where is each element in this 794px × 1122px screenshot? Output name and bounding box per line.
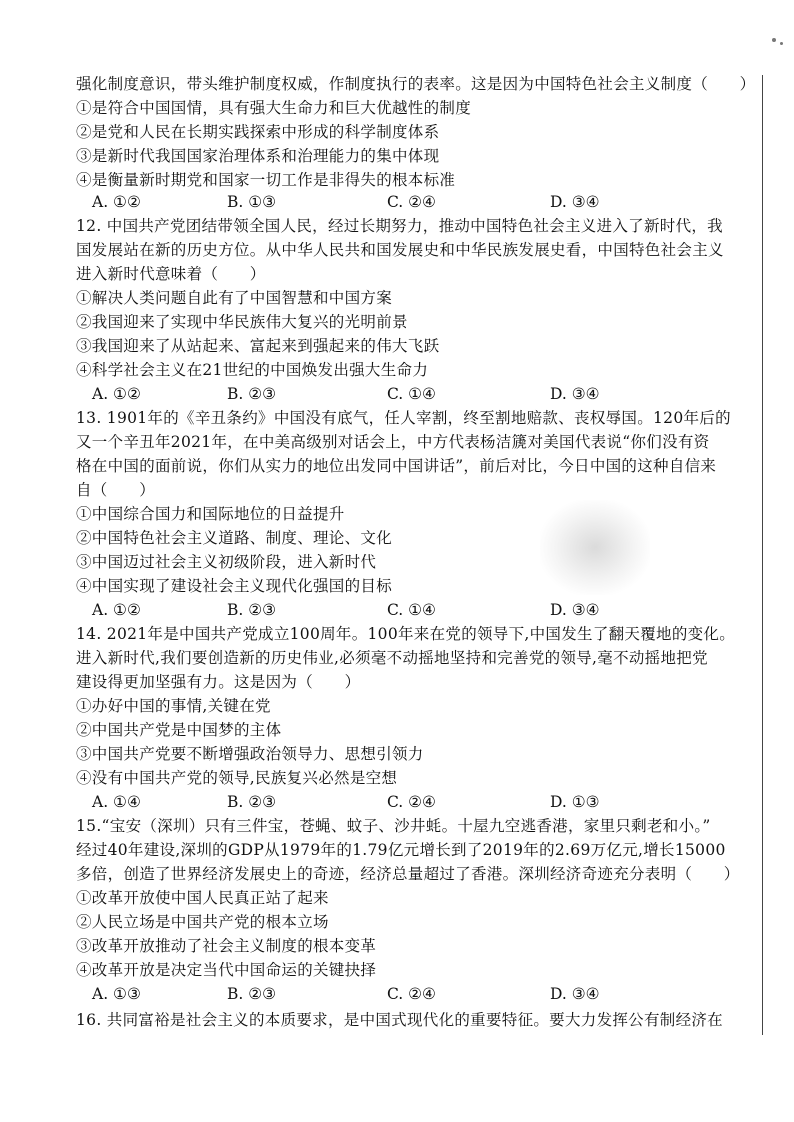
q12-stem-line: 12. 中国共产党团结带领全国人民，经过长期努力，推动中国特色社会主义进入了新时代，我 xyxy=(76,217,723,235)
option-b[interactable]: B. ①③ xyxy=(227,193,277,211)
option-c[interactable]: C. ②④ xyxy=(387,985,436,1003)
option-d[interactable]: D. ③④ xyxy=(550,985,600,1003)
q16-stem-line: 16. 共同富裕是社会主义的本质要求，是中国式现代化的重要特征。要大力发挥公有制经济在 xyxy=(76,1011,723,1029)
option-d[interactable]: D. ①③ xyxy=(550,793,600,811)
q13-stem-line: 自（ ） xyxy=(76,481,156,499)
scan-speck xyxy=(780,42,783,45)
q11-item-3: ③是新时代我国国家治理体系和治理能力的集中体现 xyxy=(76,147,440,165)
q11-item-1: ①是符合中国国情，具有强大生命力和巨大优越性的制度 xyxy=(76,99,472,117)
q12-item-2: ②我国迎来了实现中华民族伟大复兴的光明前景 xyxy=(76,313,408,331)
q13-item-3: ③中国迈过社会主义初级阶段，进入新时代 xyxy=(76,553,377,571)
option-a[interactable]: A. ①② xyxy=(92,601,141,619)
q13-stem-line: 又一个辛丑年2021年，在中美高级别对话会上，中方代表杨洁篪对美国代表说“你们没有资 xyxy=(76,433,710,451)
option-a[interactable]: A. ①② xyxy=(92,193,141,211)
q15-options xyxy=(92,984,692,1004)
option-c[interactable]: C. ①④ xyxy=(387,601,436,619)
scan-smudge xyxy=(540,500,650,595)
option-b[interactable]: B. ②③ xyxy=(227,793,277,811)
q15-stem-line: 多倍，创造了世界经济发展史上的奇迹，经济总量超过了香港。深圳经济奇迹充分表明（ ） xyxy=(76,865,740,883)
q14-stem-line: 建设得更加坚强有力。这是因为（ ） xyxy=(76,673,361,691)
option-d[interactable]: D. ③④ xyxy=(550,601,600,619)
q15-item-3: ③改革开放推动了社会主义制度的根本变革 xyxy=(76,937,377,955)
q14-item-3: ③中国共产党要不断增强政治领导力、思想引领力 xyxy=(76,745,424,763)
q13-item-2: ②中国特色社会主义道路、制度、理论、文化 xyxy=(76,529,393,547)
q12-stem-line: 进入新时代意味着（ ） xyxy=(76,265,266,283)
q14-options xyxy=(92,792,692,812)
option-b[interactable]: B. ②③ xyxy=(227,601,277,619)
option-c[interactable]: C. ①④ xyxy=(387,385,436,403)
q13-item-1: ①中国综合国力和国际地位的日益提升 xyxy=(76,505,345,523)
q13-item-4: ④中国实现了建设社会主义现代化强国的目标 xyxy=(76,577,393,595)
q14-stem-line: 14. 2021年是中国共产党成立100周年。100年来在党的领导下,中国发生了翻天覆地的变化。 xyxy=(76,625,736,643)
q13-stem-line: 13. 1901年的《辛丑条约》中国没有底气，任人宰割，终至割地赔款、丧权辱国。120年后的 xyxy=(76,409,731,427)
q11-item-2: ②是党和人民在长期实践探索中形成的科学制度体系 xyxy=(76,123,440,141)
q15-item-4: ④改革开放是决定当代中国命运的关键抉择 xyxy=(76,961,377,979)
q11-stem-line: 强化制度意识，带头维护制度权威，作制度执行的表率。这是因为中国特色社会主义制度（ ） xyxy=(76,75,756,93)
option-c[interactable]: C. ②④ xyxy=(387,793,436,811)
q13-options xyxy=(92,600,692,620)
q15-item-2: ②人民立场是中国共产党的根本立场 xyxy=(76,913,329,931)
q11-options xyxy=(92,192,692,212)
option-d[interactable]: D. ③④ xyxy=(550,193,600,211)
q12-options xyxy=(92,384,692,404)
q12-stem-line: 国发展站在新的历史方位。从中华人民共和国发展史和中华民族发展史看，中国特色社会主义 xyxy=(76,241,724,259)
q14-item-2: ②中国共产党是中国梦的主体 xyxy=(76,721,282,739)
q14-item-1: ①办好中国的事情,关键在党 xyxy=(76,697,271,715)
q12-item-1: ①解决人类问题自此有了中国智慧和中国方案 xyxy=(76,289,393,307)
q14-item-4: ④没有中国共产党的领导,民族复兴必然是空想 xyxy=(76,769,398,787)
q15-item-1: ①改革开放使中国人民真正站了起来 xyxy=(76,889,329,907)
q12-item-4: ④科学社会主义在21世纪的中国焕发出强大生命力 xyxy=(76,361,429,379)
option-a[interactable]: A. ①③ xyxy=(92,985,141,1003)
q15-stem-line: 15.“宝安（深圳）只有三件宝，苍蝇、蚊子、沙井蚝。十屋九空逃香港，家里只剩老和小。” xyxy=(76,817,711,835)
q15-stem-line: 经过40年建设,深圳的GDP从1979年的1.79亿元增长到了2019年的2.69万亿元,增长15000 xyxy=(76,841,726,859)
scan-speck xyxy=(772,38,776,42)
q12-item-3: ③我国迎来了从站起来、富起来到强起来的伟大飞跃 xyxy=(76,337,440,355)
option-d[interactable]: D. ③④ xyxy=(550,385,600,403)
option-b[interactable]: B. ②③ xyxy=(227,385,277,403)
q11-item-4: ④是衡量新时期党和国家一切工作是非得失的根本标准 xyxy=(76,171,456,189)
q14-stem-line: 进入新时代,我们要创造新的历史伟业,必须毫不动摇地坚持和完善党的领导,毫不动摇地把党 xyxy=(76,649,708,667)
option-a[interactable]: A. ①② xyxy=(92,385,141,403)
option-c[interactable]: C. ②④ xyxy=(387,193,436,211)
q13-stem-line: 格在中国的面前说，你们从实力的地位出发同中国讲话”，前后对比，今日中国的这种自信来 xyxy=(76,457,717,475)
option-a[interactable]: A. ①④ xyxy=(92,793,141,811)
margin-line xyxy=(762,75,763,1035)
option-b[interactable]: B. ②③ xyxy=(227,985,277,1003)
